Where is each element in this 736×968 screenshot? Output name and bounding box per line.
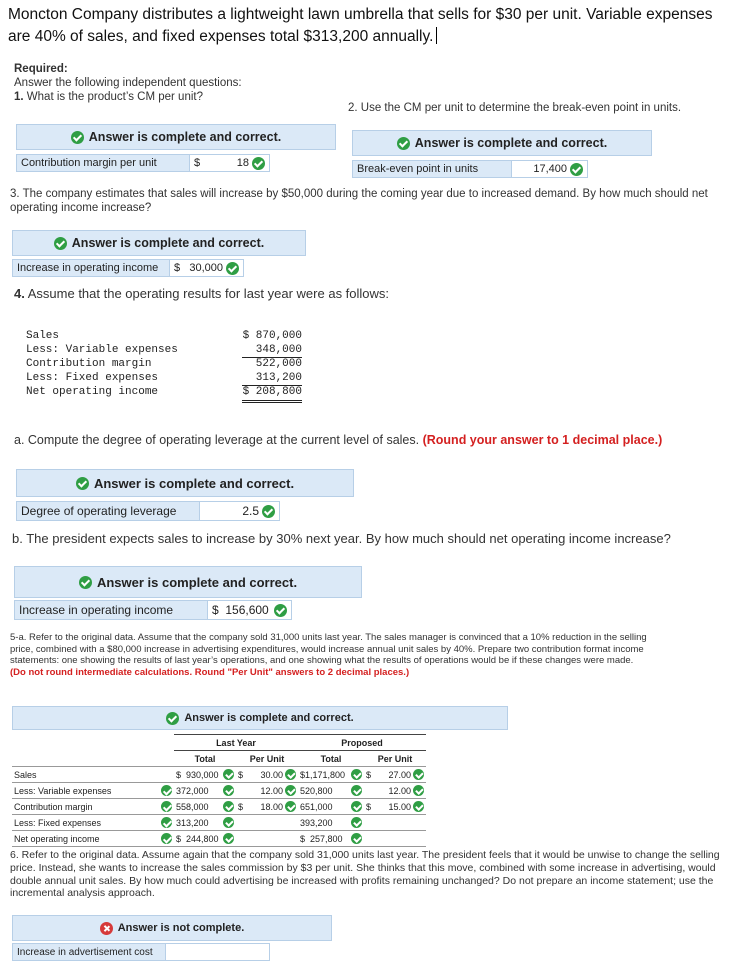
table-row: [12, 831, 426, 847]
required-block: [14, 62, 334, 104]
status-banner-a5a: Answer is complete and correct.: [12, 706, 508, 730]
check-icon: [226, 262, 239, 275]
income-row: [26, 372, 302, 387]
last-year-per-unit-cell: [236, 815, 298, 831]
group-header-last-year: Last Year: [174, 735, 298, 751]
advertising-increase-label: Increase in advertisement cost: [12, 943, 166, 961]
income-row-value: 348,000: [242, 344, 302, 359]
check-icon: [351, 785, 362, 796]
check-icon: [71, 131, 84, 144]
table-row: [12, 815, 426, 831]
increase-noi-label: Increase in operating income: [14, 600, 208, 620]
col-header-total: Total: [298, 751, 364, 767]
proposed-total-cell: [298, 831, 364, 847]
row-check-cell: [152, 815, 174, 831]
proposed-total-cell: [298, 815, 364, 831]
proposed-per-unit-cell: [364, 831, 426, 847]
check-icon: [262, 505, 275, 518]
q1-number: 1.: [14, 91, 24, 103]
last-year-total-field[interactable]: $ 930,000: [176, 769, 219, 780]
problem-intro: Moncton Company distributes a lightweight lawn umbrella that sells for $30 per unit. Variable expenses are 40% of sales, and fixed expenses total $313,200 annually.: [8, 6, 713, 45]
status-banner-a6: Answer is not complete.: [12, 915, 332, 941]
status-banner-a1: Answer is complete and correct.: [16, 124, 336, 150]
answer-row-a3: [12, 259, 244, 277]
answer-row-a4a: [16, 501, 280, 521]
proposed-per-unit-field[interactable]: 12.00: [388, 785, 411, 796]
income-row-label: Sales: [26, 330, 60, 342]
row-label: Less: Variable expenses: [14, 785, 112, 796]
text-cursor: [436, 27, 437, 44]
check-icon: [161, 833, 172, 844]
check-icon: [570, 163, 583, 176]
answer-row-a6: [12, 943, 270, 961]
income-row-value: $ 208,800: [242, 386, 302, 403]
check-icon: [76, 477, 89, 490]
last-year-total-field[interactable]: 558,000: [176, 801, 209, 812]
answer-row-a1: [16, 154, 270, 172]
increase-noi-field[interactable]: $ 156,600: [208, 600, 292, 620]
row-check-cell: [152, 767, 174, 783]
check-icon: [274, 604, 287, 617]
income-row-label: Contribution margin: [26, 358, 152, 371]
q6-text: 6. Refer to the original data. Assume again that the company sold 31,000 units last year. The president feels that it would be unwise to change the selling price. Instead, she wants to increase the sales commission by $3 per unit. She thinks that this move, combined with some increase in advertising, would double annual unit sales. By how much could advertising be increased with profits remaining unchanged? Do not prepare an income statement; use the incremental analysis approach.: [10, 849, 720, 900]
last-year-total-cell: [174, 783, 236, 799]
proposed-per-unit-cell: [364, 799, 426, 815]
currency-symbol: $: [238, 801, 244, 812]
income-row: [26, 386, 302, 403]
error-icon: [100, 922, 113, 935]
increase-income-label: Increase in operating income: [12, 259, 170, 277]
q4-text: 4. Assume that the operating results for last year were as follows:: [14, 286, 390, 301]
break-even-field[interactable]: 17,400: [512, 160, 588, 178]
table-row: [12, 783, 426, 799]
income-row-value: 522,000: [255, 358, 302, 371]
last-year-total-cell: [174, 799, 236, 815]
last-year-per-unit-cell: [236, 831, 298, 847]
check-icon: [351, 801, 362, 812]
last-year-per-unit-cell: [236, 799, 298, 815]
required-sub: Answer the following independent questions:: [14, 77, 242, 89]
check-icon: [223, 801, 234, 812]
check-icon: [413, 801, 424, 812]
table-row: [12, 799, 426, 815]
proposed-per-unit-cell: [364, 815, 426, 831]
proposed-total-field[interactable]: 520,800: [300, 785, 333, 796]
q4a-text: a. Compute the degree of operating leverage at the current level of sales. (Round your answer to 1 decimal place.): [14, 433, 663, 447]
answer-row-a2: [352, 160, 588, 178]
income-row-label: Less: Fixed expenses: [26, 371, 159, 384]
last-year-total-cell: [174, 831, 236, 847]
last-year-total-cell: [174, 815, 236, 831]
break-even-label: Break-even point in units: [352, 160, 512, 178]
status-banner-a2: Answer is complete and correct.: [352, 130, 652, 156]
advertising-increase-field[interactable]: [166, 943, 270, 961]
last-year-total-field[interactable]: $ 244,800: [176, 833, 219, 844]
proposed-total-field[interactable]: 651,000: [300, 801, 333, 812]
check-icon: [285, 785, 296, 796]
row-label: Sales: [14, 769, 37, 780]
required-heading: Required:: [14, 63, 68, 75]
row-check-cell: [152, 831, 174, 847]
currency-symbol: $: [238, 769, 244, 780]
income-row: [26, 330, 302, 344]
last-year-per-unit-field[interactable]: 12.00: [260, 785, 283, 796]
col-header-total: Total: [174, 751, 236, 767]
income-row-label: Less: Variable expenses: [26, 343, 178, 356]
q3-text: 3. The company estimates that sales will increase by $50,000 during the coming year due to increased demand. By how much should net operating income increase?: [10, 188, 708, 214]
proposed-per-unit-field[interactable]: 15.00: [388, 801, 411, 812]
income-statement: [26, 330, 302, 403]
income-row-value: 313,200: [242, 372, 302, 387]
check-icon: [351, 817, 362, 828]
dol-field[interactable]: 2.5: [200, 501, 280, 521]
table-row: [12, 767, 426, 783]
proposed-total-cell: [298, 783, 364, 799]
col-header-per-unit: Per Unit: [364, 751, 426, 767]
check-icon: [54, 237, 67, 250]
check-icon: [161, 817, 172, 828]
last-year-total-cell: [174, 767, 236, 783]
check-icon: [166, 712, 179, 725]
q5a-text: 5-a. Refer to the original data. Assume that the company sold 31,000 units last year. The sales manager is convinced that a 10% reduction in the selling price, combined with a $80,000 increase in advertising expenditures, would increase annual unit sales by 40%. Prepare two contribution format income statements: one showing the results of last year’s operations, and one showing what the results of operations would be if these changes were made. (Do not round intermediate calculations. Round "Per Unit" answers to 2 decimal places.): [10, 632, 647, 678]
q4b-text: b. The president expects sales to increase by 30% next year. By how much should net operating income increase?: [12, 531, 671, 546]
check-icon: [161, 801, 172, 812]
col-header-per-unit: Per Unit: [236, 751, 298, 767]
cm-per-unit-label: Contribution margin per unit: [16, 154, 190, 172]
proposed-per-unit-cell: [364, 783, 426, 799]
income-statements-table: [12, 734, 426, 847]
check-icon: [252, 157, 265, 170]
cm-per-unit-field[interactable]: $ 18: [190, 154, 270, 172]
check-icon: [351, 833, 362, 844]
income-row-label: Net operating income: [26, 386, 159, 399]
proposed-total-field[interactable]: $1,171,800: [300, 769, 346, 780]
check-icon: [397, 137, 410, 150]
last-year-per-unit-field[interactable]: 30.00: [260, 769, 283, 780]
row-check-cell: [152, 799, 174, 815]
check-icon: [413, 769, 424, 780]
group-header-proposed: Proposed: [298, 735, 426, 751]
proposed-total-field[interactable]: 393,200: [300, 817, 333, 828]
currency-symbol: $: [366, 801, 372, 812]
last-year-per-unit-cell: [236, 767, 298, 783]
increase-income-field[interactable]: $ 30,000: [170, 259, 244, 277]
dol-label: Degree of operating leverage: [16, 501, 200, 521]
check-icon: [285, 801, 296, 812]
row-check-cell: [152, 783, 174, 799]
income-row: [26, 358, 302, 372]
check-icon: [223, 817, 234, 828]
last-year-total-field[interactable]: 313,200: [176, 817, 209, 828]
row-label: Less: Fixed expenses: [14, 817, 102, 828]
status-banner-a3: Answer is complete and correct.: [12, 230, 306, 256]
check-icon: [223, 833, 234, 844]
check-icon: [161, 785, 172, 796]
currency-symbol: $: [366, 769, 372, 780]
answer-row-a4b: [14, 600, 292, 620]
q2-text: 2. Use the CM per unit to determine the break-even point in units.: [348, 102, 682, 114]
income-row-value: $ 870,000: [242, 330, 302, 342]
check-icon: [223, 769, 234, 780]
proposed-total-cell: [298, 799, 364, 815]
proposed-per-unit-cell: [364, 767, 426, 783]
proposed-total-cell: [298, 767, 364, 783]
row-label: Net operating income: [14, 833, 100, 844]
q1-text: What is the product’s CM per unit?: [26, 91, 203, 103]
status-banner-a4b: Answer is complete and correct.: [14, 566, 362, 598]
proposed-total-field[interactable]: $ 257,800: [300, 833, 343, 844]
check-icon: [285, 769, 296, 780]
check-icon: [351, 769, 362, 780]
last-year-per-unit-field[interactable]: 18.00: [260, 801, 283, 812]
status-banner-a4a: Answer is complete and correct.: [16, 469, 354, 497]
last-year-total-field[interactable]: 372,000: [176, 785, 209, 796]
check-icon: [223, 785, 234, 796]
check-icon: [79, 576, 92, 589]
proposed-per-unit-field[interactable]: 27.00: [388, 769, 411, 780]
row-label: Contribution margin: [14, 801, 93, 812]
last-year-per-unit-cell: [236, 783, 298, 799]
income-row: [26, 344, 302, 359]
check-icon: [413, 785, 424, 796]
